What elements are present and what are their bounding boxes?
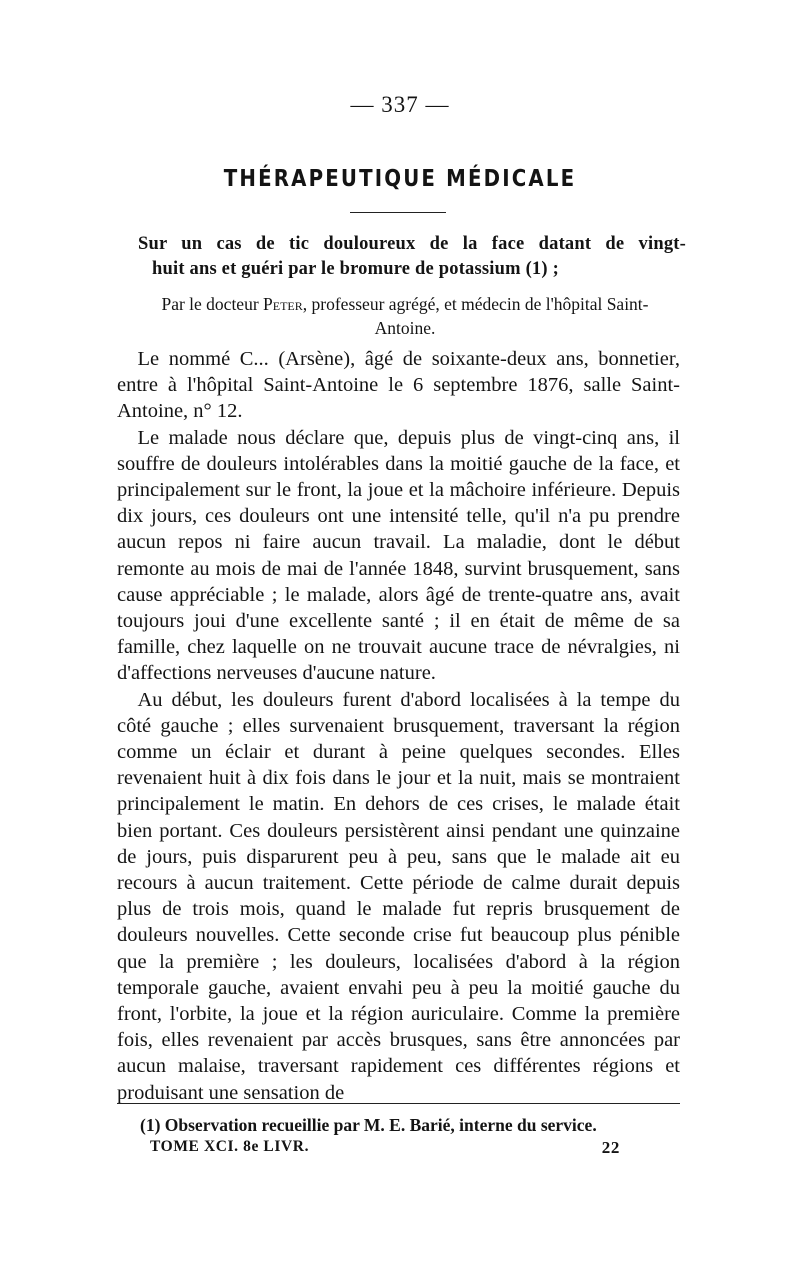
volume-signature: TOME XCI. 8e LIVR. bbox=[150, 1138, 310, 1155]
footnote: (1) Observation recueillie par M. E. Barié, interne du service. bbox=[140, 1115, 597, 1135]
article-title bbox=[138, 232, 686, 282]
article-title-line-1: Sur un cas de tic douloureux de la face datant de vingt- bbox=[138, 234, 686, 254]
body-text bbox=[117, 346, 680, 1106]
page-number: — 337 — bbox=[350, 92, 450, 117]
title-divider bbox=[350, 212, 446, 213]
article-title-line-2: huit ans et guéri par le bromure de potassium (1) ; bbox=[152, 259, 559, 279]
author-byline bbox=[150, 292, 660, 340]
paragraph-2: Le malade nous déclare que, depuis plus de vingt-cinq ans, il souffre de douleurs intolérables dans la moitié gauche de la face, et principalement sur le front, la joue et la mâchoire inférieure. Depuis dix jours, ces douleurs ont une intensité telle, qu'il n'a pu prendre aucun repos ni faire aucun travail. La maladie, dont le début remonte au mois de mai de l'année 1848, survint brusquement, sans cause appréciable ; le malade, alors âgé de trente-quatre ans, avait toujours joui d'une excellente santé ; il en était de même de sa famille, chez laquelle on ne trouvait aucune trace de névralgies, ni d'affections nerveuses d'aucune nature. bbox=[117, 426, 680, 685]
paragraph-3: Au début, les douleurs furent d'abord localisées à la tempe du côté gauche ; elles survenaient brusquement, traversant la région comme un éclair et durant à peine quelques secondes. Elles revenaient huit à dix fois dans le jour et la nuit, mais se montraient principalement le matin. En dehors de ces crises, le malade était bien portant. Ces douleurs persistèrent ainsi pendant une quinzaine de jours, puis disparurent peu à peu, sans que le malade ait eu recours à aucun traitement. Cette période de calme durait depuis plus de trois mois, quand le malade fut repris brusquement de douleurs nouvelles. Cette seconde crise fut beaucoup plus pénible que la première ; les douleurs, localisées d'abord à la région temporale gauche, avaient envahi peu à peu la moitié gauche du front, l'orbite, la joue et la région auriculaire. Comme la première fois, elles revenaient par accès brusques, sans être annoncées par aucun malaise, traversant rapidement ces différentes régions et produisant une sensation de bbox=[117, 688, 680, 1104]
byline-suffix: , professeur agrégé, et médecin de l'hôpital Saint-Antoine. bbox=[302, 294, 649, 338]
section-title: THÉRAPEUTIQUE MÉDICALE bbox=[223, 166, 577, 192]
printer-signature bbox=[150, 1138, 620, 1158]
byline-prefix: Par le docteur bbox=[161, 294, 264, 314]
sheet-number: 22 bbox=[601, 1138, 620, 1157]
footnote-divider bbox=[117, 1103, 680, 1104]
paragraph-1: Le nommé C... (Arsène), âgé de soixante-deux ans, bonnetier, entre à l'hôpital Saint-Antoine le 6 septembre 1876, salle Saint-Antoine, n° 12. bbox=[117, 348, 680, 423]
author-name: Peter bbox=[263, 294, 303, 314]
